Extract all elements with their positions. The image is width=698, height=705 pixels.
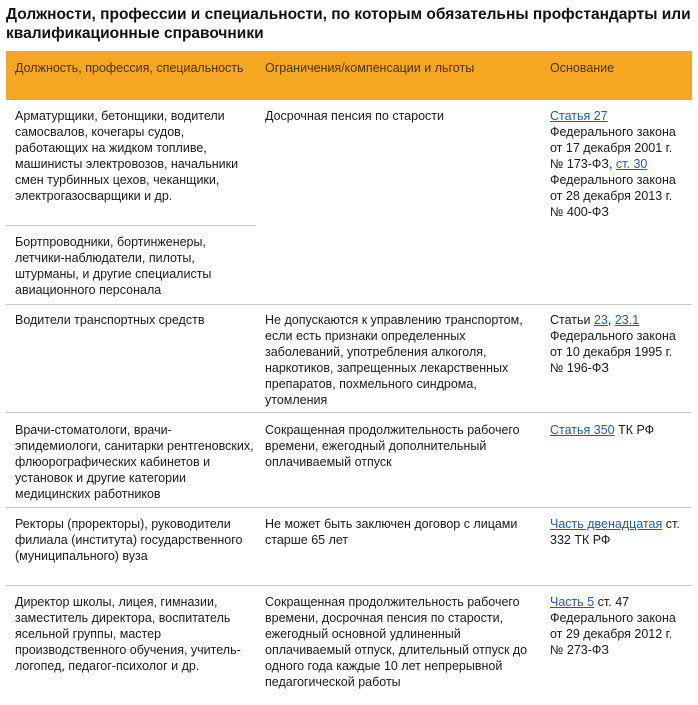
- law-link[interactable]: Статья 27: [550, 109, 608, 123]
- row-4-benefit: Сокращенная продолжительность рабочего времени, ежегодный дополнительный оплачиваемый отпуск: [265, 423, 520, 469]
- law-link[interactable]: ст. 30: [615, 157, 648, 171]
- page-title: Должности, профессии и специальности, по которым обязательны профстандарты или квалификационные справочники: [6, 6, 691, 42]
- row-5-basis: [550, 516, 688, 548]
- header-benefits: Ограничения/компенсации и льготы: [265, 61, 475, 75]
- basis-text: Федерального закона от 17 декабря 2001 г. № 173-ФЗ,: [550, 125, 676, 171]
- row-divider: [6, 412, 692, 413]
- law-link[interactable]: 23.1: [614, 313, 640, 327]
- header-basis: Основание: [550, 61, 615, 75]
- basis-text: Федерального закона от 28 декабря 2013 г. № 400-ФЗ: [550, 173, 676, 219]
- basis-text: Статьи: [550, 313, 594, 327]
- row-5-position: Ректоры (проректоры), руководители филиала (института) государственного (муниципального) вуза: [15, 517, 243, 563]
- row-6-position: Директор школы, лицея, гимназии, заместитель директора, воспитатель ясельной группы, мастер производственного обучения, учитель-логопед, педагог-психолог и др.: [15, 595, 241, 673]
- basis-text: ст. 332 ТК РФ: [550, 517, 680, 547]
- row-divider: [6, 225, 256, 226]
- header-position: Должность, профессия, специальность: [15, 61, 244, 75]
- basis-text: Федерального закона от 10 декабря 1995 г. № 196-ФЗ: [550, 329, 676, 375]
- row-3-benefit: Не допускаются к управлению транспортом, если есть признаки определенных заболеваний, употребления алкоголя, наркотиков, запрещенных лекарственных препаратов, похмельного синдрома, утомления: [265, 313, 523, 407]
- row-3-basis: [550, 312, 688, 376]
- law-link[interactable]: Статья 350: [550, 423, 615, 437]
- table-header: [6, 51, 692, 100]
- row-1-benefit: Досрочная пенсия по старости: [265, 109, 444, 123]
- row-divider: [6, 507, 692, 508]
- row-1-basis: [550, 108, 688, 220]
- row-6-benefit: Сокращенная продолжительность рабочего времени, досрочная пенсия по старости, ежегодный основной удлиненный оплачиваемый отпуск, длительный отпуск до одного года каждые 10 лет непрерывной педагогической работы: [265, 595, 528, 689]
- law-link[interactable]: Часть 5: [550, 595, 595, 609]
- basis-text: ТК РФ: [614, 423, 655, 437]
- law-link[interactable]: 23: [593, 313, 608, 327]
- row-4-position: Врачи-стоматологи, врачи-эпидемиологи, санитарки рентгеновских, флюорографических кабинетов и установок и другие категории медицинских работников: [15, 423, 254, 501]
- row-3-position: Водители транспортных средств: [15, 313, 205, 327]
- row-6-basis: [550, 594, 688, 658]
- row-2-position: Бортпроводники, бортинженеры, летчики-наблюдатели, пилоты, штурманы, и другие специалисты авиационного персонала: [15, 235, 212, 297]
- basis-text: ,: [607, 313, 615, 327]
- row-1-position: Арматурщики, бетонщики, водители самосвалов, кочегары судов, работающих на жидком топливе, машинисты электровозов, начальники смен турбинных цехов, чеканщики, электрогазосварщики и др.: [15, 109, 239, 203]
- law-link[interactable]: Часть двенадцатая: [550, 517, 663, 531]
- row-divider: [6, 304, 692, 305]
- row-divider: [6, 585, 692, 586]
- row-5-benefit: Не может быть заключен договор с лицами старше 65 лет: [265, 517, 518, 547]
- basis-text: ст. 47 Федерального закона от 29 декабря 2012 г. № 273-ФЗ: [550, 595, 676, 657]
- row-4-basis: [550, 422, 688, 438]
